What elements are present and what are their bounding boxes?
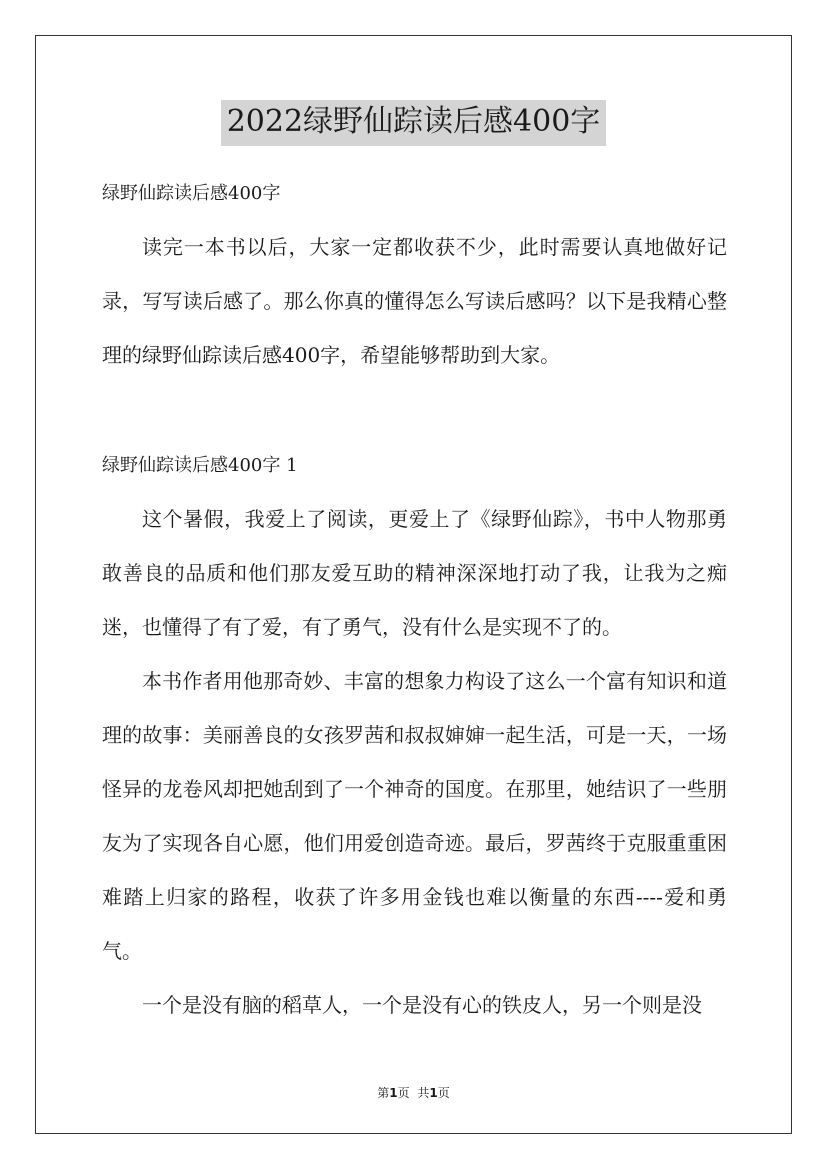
intro-paragraph: 读完一本书以后，大家一定都收获不少，此时需要认真地做好记录，写写读后感了。那么你真的懂得怎么写读后感吗？以下是我精心整理的绿野仙踪读后感400字，希望能够帮助到大家。: [102, 235, 727, 367]
footer-total-suffix: 页: [437, 1086, 450, 1100]
footer-page-prefix: 第: [377, 1086, 390, 1100]
page-footer: [0, 1084, 827, 1101]
subheading-section-1: 绿野仙踪读后感400字 1: [102, 455, 298, 476]
footer-page-number: 1: [389, 1086, 398, 1100]
footer-total-prefix: 共: [417, 1086, 430, 1100]
body-paragraph-2: 本书作者用他那奇妙、丰富的想象力构设了这么一个富有知识和道理的故事：美丽善良的女孩罗茜和叔叔婶婶一起生活，可是一天，一场怪异的龙卷风却把她刮到了一个神奇的国度。在那里，她结识了一些朋友为了实现各自心愿，他们用爱创造奇迹。最后，罗茜终于克服重重困难踏上归家的路程，收获了许多用金钱也难以衡量的东西----爱和勇气。: [102, 669, 727, 963]
body-paragraph-1: 这个暑假，我爱上了阅读，更爱上了《绿野仙踪》，书中人物那勇敢善良的品质和他们那友爱互助的精神深深地打动了我，让我为之痴迷，也懂得了有了爱，有了勇气，没有什么是实现不了的。: [102, 507, 727, 639]
title-container: [0, 100, 827, 146]
document-title: 2022绿野仙踪读后感400字: [221, 100, 607, 146]
footer-total-number: 1: [429, 1086, 438, 1100]
body-paragraph-3: 一个是没有脑的稻草人，一个是没有心的铁皮人，另一个则是没: [142, 993, 702, 1017]
footer-page-suffix: 页: [397, 1086, 410, 1100]
subheading-main: 绿野仙踪读后感400字: [102, 183, 281, 204]
